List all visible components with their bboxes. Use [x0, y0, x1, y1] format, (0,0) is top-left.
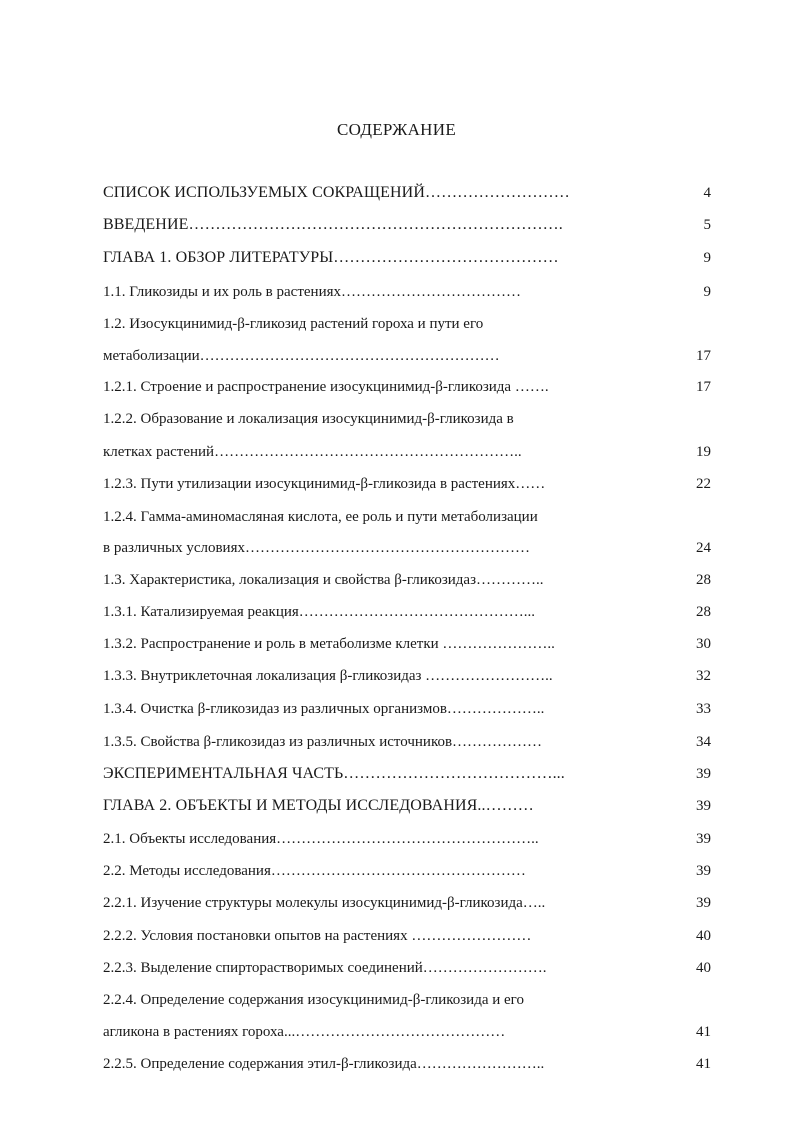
toc-entry-page: 34	[696, 734, 711, 750]
toc-entry-text: 1.2.4. Гамма-аминомасляная кислота, ее роль и пути метаболизации	[103, 509, 538, 525]
toc-entry-page: 40	[696, 928, 711, 944]
toc-entry-page: 39	[696, 895, 711, 911]
toc-entry-page: 39	[696, 831, 711, 847]
toc-entry-text: 2.2. Методы исследования……………………………………………	[103, 863, 526, 879]
toc-entry-page: 5	[703, 217, 711, 233]
toc-entry-text: ЭКСПЕРИМЕНТАЛЬНАЯ ЧАСТЬ…………………………………...	[103, 765, 565, 782]
toc-entry-text: 1.3.4. Очистка β-гликозидаз из различных организмов………………..	[103, 701, 545, 717]
toc-entry-text: в различных условиях…………………………………………………	[103, 540, 530, 556]
toc-entry-text: 1.2. Изосукцинимид-β-гликозид растений гороха и пути его	[103, 316, 484, 332]
toc-entry-text: 2.2.1. Изучение структуры молекулы изосукцинимид-β-гликозида…..	[103, 895, 546, 911]
toc-entry-text: 2.2.4. Определение содержания изосукцинимид-β-гликозида и его	[103, 992, 524, 1008]
toc-entry-page: 28	[696, 572, 711, 588]
toc-entry-text: 1.3.1. Катализируемая реакция………………………………………...	[103, 604, 536, 620]
toc-entry-text: 1.2.1. Строение и распространение изосукцинимид-β-гликозида …….	[103, 379, 549, 395]
page-title: СОДЕРЖАНИЕ	[336, 120, 457, 139]
toc-entry-page: 19	[696, 444, 711, 460]
toc-entry-text: 2.1. Объекты исследования……………………………………………..	[103, 831, 539, 847]
toc-entry-text: агликона в растениях гороха...……………………………………	[103, 1024, 506, 1040]
toc-entry-page: 39	[696, 766, 711, 782]
toc-entry-text: 1.3.5. Свойства β-гликозидаз из различных источников………………	[103, 734, 543, 750]
toc-entry-page: 30	[696, 636, 711, 652]
toc-entry-page: 41	[696, 1024, 711, 1040]
toc-entry-text: 2.2.2. Условия постановки опытов на растениях ……………………	[103, 928, 532, 944]
toc-entry-page: 24	[696, 540, 711, 556]
toc-entry-text: 1.2.2. Образование и локализация изосукцинимид-β-гликозида в	[103, 411, 514, 427]
toc-entry-page: 39	[696, 863, 711, 879]
toc-entry-page: 17	[696, 379, 711, 395]
toc-entry-page: 9	[703, 250, 711, 266]
toc-entry-page: 40	[696, 960, 711, 976]
toc-entry-page: 4	[703, 185, 711, 201]
toc-entry-page: 32	[696, 668, 711, 684]
toc-entry-text: 2.2.3. Выделение спирторастворимых соединений…………………….	[103, 960, 547, 976]
toc-entry-text: 1.2.3. Пути утилизации изосукцинимид-β-гликозида в растениях……	[103, 476, 546, 492]
toc-entry-text: 1.3. Характеристика, локализация и свойства β-гликозидаз…………..	[103, 572, 544, 588]
toc-entry-text: 1.3.2. Распространение и роль в метаболизме клетки …………………..	[103, 636, 555, 652]
toc-entry-text: 2.2.5. Определение содержания этил-β-гликозида……………………..	[103, 1056, 545, 1072]
toc-entry-page: 17	[696, 348, 711, 364]
toc-entry-text: 1.3.3. Внутриклеточная локализация β-гликозидаз ……………………..	[103, 668, 553, 684]
toc-entry-page: 28	[696, 604, 711, 620]
toc-entry-text: клетках растений……………………………………………………..	[103, 444, 522, 460]
toc-entry-page: 39	[696, 798, 711, 814]
toc-entry-page: 9	[703, 284, 711, 300]
toc-entry-text: ВВЕДЕНИЕ…………………………………………………………….	[103, 216, 563, 233]
toc-entry-text: СПИСОК ИСПОЛЬЗУЕМЫХ СОКРАЩЕНИЙ………………………	[103, 184, 570, 201]
toc-entry-text: ГЛАВА 1. ОБЗОР ЛИТЕРАТУРЫ……………………………………	[103, 249, 559, 266]
toc-entry-page: 22	[696, 476, 711, 492]
toc-entry-text: 1.1. Гликозиды и их роль в растениях………………………………	[103, 284, 521, 300]
toc-entry-page: 41	[696, 1056, 711, 1072]
toc-entry-text: ГЛАВА 2. ОБЪЕКТЫ И МЕТОДЫ ИССЛЕДОВАНИЯ..………	[103, 797, 534, 814]
toc-entry-text: метаболизации……………………………………………………	[103, 348, 500, 364]
toc-entry-page: 33	[696, 701, 711, 717]
